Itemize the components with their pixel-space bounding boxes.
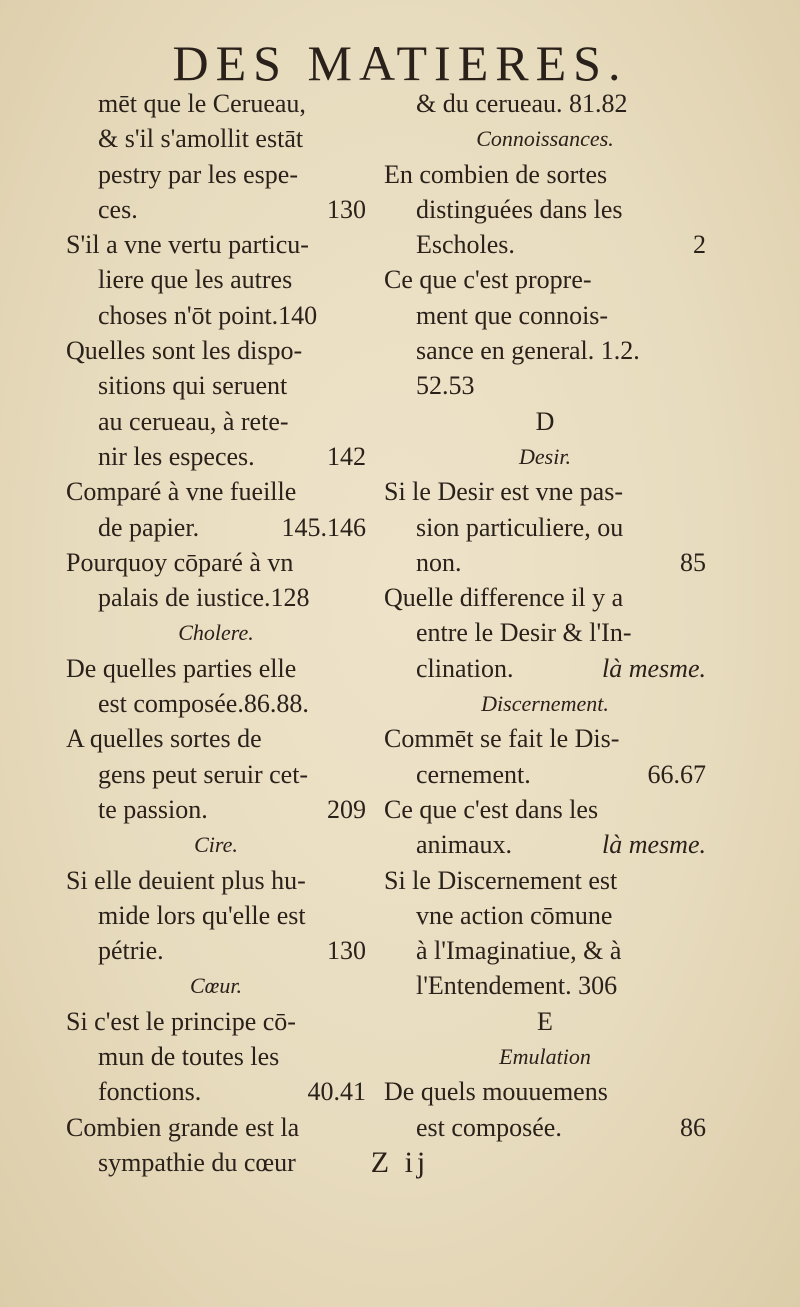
- line-text: Ce que c'est propre-: [384, 265, 592, 295]
- line-text: palais de iustice.128: [98, 583, 310, 613]
- line-text: pétrie.: [98, 936, 164, 966]
- line-text: Si le Desir est vne pas-: [384, 477, 624, 507]
- line-text: sitions qui seruent: [98, 371, 288, 401]
- line-text: Cœur.: [190, 973, 242, 999]
- index-line: [384, 368, 706, 403]
- index-line: [384, 157, 706, 192]
- index-line: [66, 157, 366, 192]
- line-text: Ce que c'est dans les: [384, 794, 599, 824]
- index-line: [66, 1004, 366, 1039]
- page-reference: 142: [327, 441, 366, 471]
- line-text: choses n'ōt point.140: [98, 300, 318, 330]
- line-text: sion particuliere, ou: [416, 512, 624, 542]
- index-line: [66, 686, 366, 721]
- line-text: mēt que le Cerueau,: [98, 89, 306, 118]
- line-text: pestry par les espe-: [98, 159, 298, 189]
- index-line: [66, 580, 366, 615]
- index-line: [66, 721, 366, 756]
- index-line: [66, 933, 366, 968]
- page-reference: 130: [327, 936, 366, 966]
- line-text: l'Entendement. 306: [416, 971, 618, 1001]
- index-line: [384, 933, 706, 968]
- line-text: de papier.: [98, 512, 200, 542]
- index-heading: [384, 686, 706, 721]
- index-line: [384, 792, 706, 827]
- line-text: te passion.: [98, 794, 208, 824]
- page-reference: 86: [680, 1112, 706, 1142]
- line-text: D: [535, 406, 555, 436]
- line-text: Si elle deuient plus hu-: [66, 865, 306, 895]
- line-text: De quelles parties elle: [66, 653, 297, 683]
- line-text: Cholere.: [178, 620, 254, 646]
- section-letter: [384, 1004, 706, 1039]
- index-line: [66, 1110, 366, 1145]
- line-text: De quels mouuemens: [384, 1077, 608, 1107]
- line-text: Comparé à vne fueille: [66, 477, 297, 507]
- index-line: [384, 86, 706, 121]
- index-line: [66, 1074, 366, 1109]
- index-line: [384, 262, 706, 297]
- line-text: Si le Discernement est: [384, 865, 618, 895]
- index-line: [384, 827, 706, 862]
- index-line: [66, 863, 366, 898]
- line-text: est composée.86.88.: [98, 689, 309, 719]
- line-text: Commēt se fait le Dis-: [384, 724, 620, 754]
- index-line: [384, 298, 706, 333]
- index-line: [384, 721, 706, 756]
- line-text: mide lors qu'elle est: [98, 900, 306, 930]
- line-text: Si c'est le principe cō-: [66, 1006, 296, 1036]
- line-text: Discernement.: [481, 691, 609, 717]
- index-line: [384, 510, 706, 545]
- line-text: En combien de sortes: [384, 159, 608, 189]
- page-reference: 40.41: [307, 1077, 366, 1107]
- index-line: [384, 580, 706, 615]
- index-line: [66, 333, 366, 368]
- line-text: 52.53: [416, 371, 475, 401]
- index-line: [66, 262, 366, 297]
- line-text: Quelles sont les dispo-: [66, 336, 303, 366]
- page-reference: là mesme.: [602, 830, 706, 860]
- index-line: [384, 545, 706, 580]
- line-text: Quelle difference il y a: [384, 583, 624, 613]
- line-text: à l'Imaginatiue, & à: [416, 936, 622, 966]
- line-text: S'il a vne vertu particu-: [66, 230, 309, 260]
- line-text: Escholes.: [416, 230, 515, 260]
- page-reference: 85: [680, 547, 706, 577]
- index-line: [66, 898, 366, 933]
- page-reference: 209: [327, 794, 366, 824]
- line-text: A quelles sortes de: [66, 724, 262, 754]
- index-line: [384, 757, 706, 792]
- section-letter: [384, 404, 706, 439]
- index-heading: [384, 121, 706, 156]
- index-line: [66, 404, 366, 439]
- line-text: Emulation: [499, 1044, 591, 1070]
- line-text: Combien grande est la: [66, 1112, 300, 1142]
- line-text: Desir.: [519, 443, 571, 469]
- index-line: [384, 192, 706, 227]
- index-heading: [66, 968, 366, 1003]
- index-line: [66, 86, 366, 121]
- index-line: [384, 1110, 706, 1145]
- index-line: [66, 792, 366, 827]
- index-line: [66, 121, 366, 156]
- line-text: entre le Desir & l'In-: [416, 618, 632, 648]
- line-text: Pourquoy cōparé à vn: [66, 547, 294, 577]
- line-text: E: [537, 1006, 553, 1036]
- line-text: mun de toutes les: [98, 1042, 280, 1072]
- index-line: [66, 1039, 366, 1074]
- page-reference: 145.146: [281, 512, 366, 542]
- index-line: [384, 863, 706, 898]
- line-text: cernement.: [416, 759, 531, 789]
- index-line: [66, 192, 366, 227]
- index-line: [384, 615, 706, 650]
- index-heading: [384, 1039, 706, 1074]
- line-text: gens peut seruir cet-: [98, 759, 309, 789]
- index-line: [384, 968, 706, 1003]
- line-text: ces.: [98, 194, 138, 224]
- line-text: vne action cōmune: [416, 900, 613, 930]
- index-heading: [66, 827, 366, 862]
- index-line: [66, 757, 366, 792]
- index-line: [384, 227, 706, 262]
- index-line: [384, 898, 706, 933]
- page-reference: 66.67: [647, 759, 706, 789]
- index-line: [66, 545, 366, 580]
- signature-mark: Z ij: [370, 1146, 430, 1179]
- page-reference: 130: [327, 194, 366, 224]
- line-text: liere que les autres: [98, 265, 293, 295]
- index-line: [66, 510, 366, 545]
- index-heading: [66, 615, 366, 650]
- line-text: nir les especes.: [98, 441, 255, 471]
- line-text: ment que connois-: [416, 300, 609, 330]
- line-text: est composée.: [416, 1112, 562, 1142]
- line-text: clination.: [416, 653, 514, 683]
- index-line: [384, 651, 706, 686]
- line-text: distinguées dans les: [416, 194, 623, 224]
- index-line: [66, 474, 366, 509]
- line-text: fonctions.: [98, 1077, 202, 1107]
- line-text: au cerueau, à rete-: [98, 406, 289, 436]
- page-reference: là mesme.: [602, 653, 706, 683]
- line-text: sance en general. 1.2.: [416, 336, 640, 366]
- line-text: & du cerueau. 81.82: [416, 89, 628, 118]
- index-line: [66, 368, 366, 403]
- left-column: [66, 86, 366, 1180]
- line-text: Connoissances.: [476, 126, 614, 152]
- index-heading: [384, 439, 706, 474]
- index-line: [384, 474, 706, 509]
- right-column: [384, 86, 706, 1145]
- line-text: non.: [416, 547, 462, 577]
- index-line: [66, 298, 366, 333]
- index-line: [66, 439, 366, 474]
- page-reference: 2: [693, 230, 706, 260]
- running-header: DES MATIERES.: [172, 35, 628, 91]
- line-text: Cire.: [194, 832, 238, 858]
- line-text: & s'il s'amollit estāt: [98, 124, 304, 154]
- index-line: [66, 227, 366, 262]
- line-text: animaux.: [416, 830, 513, 860]
- index-line: [384, 333, 706, 368]
- index-line: [66, 651, 366, 686]
- index-line: [384, 1074, 706, 1109]
- line-text: sympathie du cœur: [98, 1147, 296, 1177]
